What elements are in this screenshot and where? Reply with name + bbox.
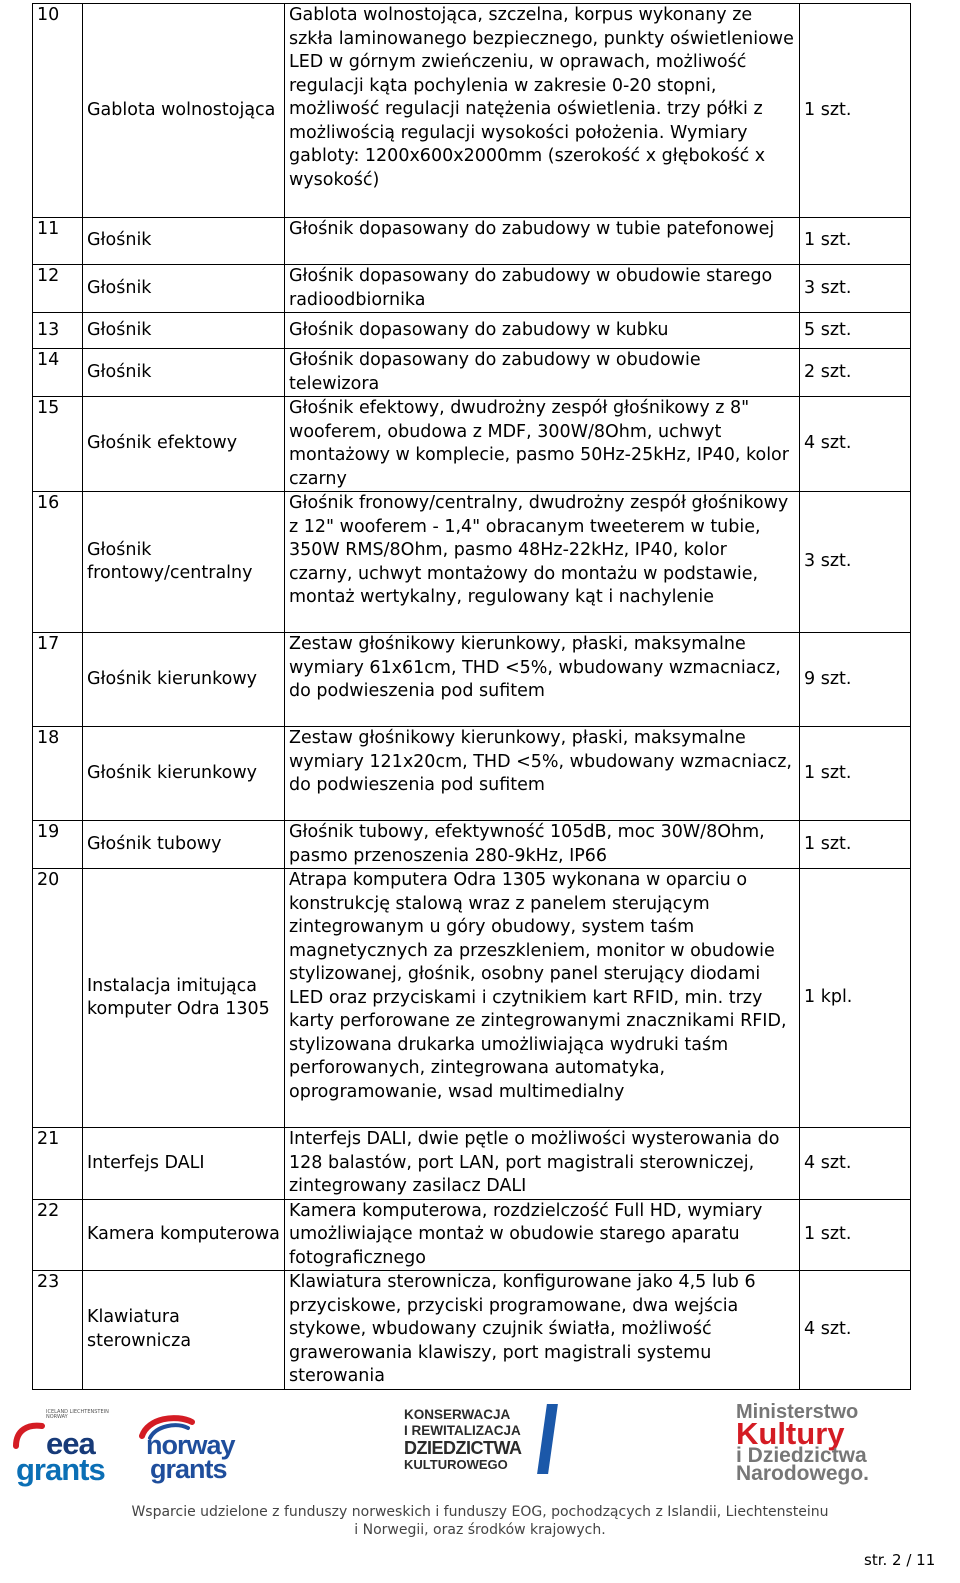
item-name: Kamera komputerowa — [83, 1199, 285, 1271]
table-row — [33, 1128, 911, 1200]
item-quantity: 1 szt. — [800, 218, 911, 265]
item-quantity: 1 szt. — [800, 4, 911, 218]
item-description: Głośnik efektowy, dwudrożny zespół głośnikowy z 8" wooferem, obudowa z MDF, 300W/8Ohm, uchwyt montażowy w komplecie, pasmo 50Hz-25kHz, IP40, kolor czarny — [285, 397, 800, 492]
item-name: Głośnik — [83, 265, 285, 313]
krdk-line: KULTUROWEGO — [404, 1457, 508, 1472]
item-quantity: 5 szt. — [800, 313, 911, 349]
item-quantity: 1 kpl. — [800, 869, 911, 1128]
item-description: Interfejs DALI, dwie pętle o możliwości wysterowania do 128 balastów, port LAN, port magistrali sterowniczej, zintegrowany zasilacz DALI — [285, 1128, 800, 1200]
item-name: Głośnik — [83, 313, 285, 349]
table-row — [33, 1271, 911, 1390]
item-quantity: 4 szt. — [800, 1128, 911, 1200]
item-description: Atrapa komputera Odra 1305 wykonana w oparciu o konstrukcję stalową wraz z panelem sterującym zintegrowanym u góry obudowy, system taśm magnetycznych za przeszkleniem, monitor w obudowie stylizowanej, głośnik, osobny panel sterujący diodami LED oraz przyciskami i czytnikiem kart RFID, min. trzy karty perforowane ze zintegrowanymi znacznikami RFID, stylizowana drukarka umożliwiająca wydruki taśm perforowanych, zintegrowana automatyka, oprogramowanie, wsad multimedialny — [285, 869, 800, 1128]
item-description: Głośnik fronowy/centralny, dwudrożny zespół głośnikowy z 12" wooferem - 1,4" obracanym tweeterem w tubie, 350W RMS/8Ohm, pasmo 48Hz-22kHz, IP40, kolor czarny, uchwyt montażowy do montażu w podstawie, montaż wertykalny, regulowany kąt i nachylenie — [285, 492, 800, 633]
item-number: 11 — [33, 218, 83, 265]
krdk-bar-icon — [537, 1404, 558, 1474]
ministry-culture-logo — [736, 1401, 902, 1485]
item-name: Głośnik tubowy — [83, 821, 285, 869]
krdk-line: DZIEDZICTWA — [404, 1438, 522, 1458]
table-row — [33, 313, 911, 349]
item-name: Instalacja imitująca komputer Odra 1305 — [83, 869, 285, 1128]
item-quantity: 1 szt. — [800, 821, 911, 869]
table-row — [33, 869, 911, 1128]
table-row — [33, 218, 911, 265]
item-description: Głośnik tubowy, efektywność 105dB, moc 30W/8Ohm, pasmo przenoszenia 280-9kHz, IP66 — [285, 821, 800, 869]
krdk-line: KONSERWACJA — [404, 1407, 511, 1422]
table-row — [33, 633, 911, 727]
item-name: Głośnik — [83, 218, 285, 265]
eea-logo-word: eea — [46, 1426, 95, 1461]
item-name: Klawiatura sterownicza — [83, 1271, 285, 1390]
table-row — [33, 265, 911, 313]
item-name: Głośnik frontowy/centralny — [83, 492, 285, 633]
ministry-line: i Dziedzictwa — [736, 1444, 867, 1467]
item-description: Głośnik dopasowany do zabudowy w obudowie telewizora — [285, 349, 800, 397]
support-note: i Norwegii, oraz środków krajowych. — [354, 1522, 606, 1538]
krdk-line: I REWITALIZACJA — [404, 1423, 521, 1438]
eea-arc-icon — [12, 1420, 48, 1450]
item-quantity: 1 szt. — [800, 727, 911, 821]
item-description: Klawiatura sterownicza, konfigurowane jako 4,5 lub 6 przyciskowe, przyciski programowane, dwa wejścia stykowe, wbudowany czujnik światła, możliwość grawerowania klawiszy, port magistrali systemu sterowania — [285, 1271, 800, 1390]
item-description: Kamera komputerowa, rozdzielczość Full HD, wymiary umożliwiające montaż w obudowie starego aparatu fotograficznego — [285, 1199, 800, 1271]
item-number: 17 — [33, 633, 83, 727]
item-number: 12 — [33, 265, 83, 313]
ministry-line: Ministerstwo — [736, 1401, 859, 1423]
item-quantity: 3 szt. — [800, 492, 911, 633]
table-row — [33, 821, 911, 869]
item-quantity: 3 szt. — [800, 265, 911, 313]
table-row — [33, 397, 911, 492]
item-number: 13 — [33, 313, 83, 349]
item-name: Gablota wolnostojąca — [83, 4, 285, 218]
item-quantity: 1 szt. — [800, 1199, 911, 1271]
item-name: Głośnik kierunkowy — [83, 727, 285, 821]
krdk-logo — [404, 1404, 556, 1476]
item-description: Zestaw głośnikowy kierunkowy, płaski, maksymalne wymiary 121x20cm, THD <5%, wbudowany wzmacniacz, do podwieszenia pod sufitem — [285, 727, 800, 821]
item-name: Głośnik efektowy — [83, 397, 285, 492]
item-name: Interfejs DALI — [83, 1128, 285, 1200]
item-number: 19 — [33, 821, 83, 869]
norway-grants-logo — [136, 1408, 246, 1482]
eea-grants-logo — [12, 1409, 130, 1487]
item-description: Gablota wolnostojąca, szczelna, korpus wykonany ze szkła laminowanego bezpiecznego, punkty oświetleniowe LED w górnym zwieńczeniu, w oprawach, możliwość regulacji kąta pochylenia w zakresie 0-20 stopni, możliwość regulacji natężenia oświetlenia. trzy półki z możliwością regulacji wysokości położenia. Wymiary gabloty: 1200x600x2000mm (szerokość x głębokość x wysokość) — [285, 4, 800, 218]
item-number: 18 — [33, 727, 83, 821]
eea-logo-word-2: grants — [16, 1452, 105, 1487]
table-row — [33, 492, 911, 633]
norway-logo-word: norway — [146, 1430, 235, 1460]
sponsor-logos — [0, 1398, 960, 1498]
table-row — [33, 349, 911, 397]
item-description: Głośnik dopasowany do zabudowy w kubku — [285, 313, 800, 349]
item-number: 21 — [33, 1128, 83, 1200]
table-row — [33, 727, 911, 821]
item-number: 23 — [33, 1271, 83, 1390]
ministry-line: Kultury — [736, 1416, 845, 1451]
item-quantity: 2 szt. — [800, 349, 911, 397]
item-quantity: 4 szt. — [800, 397, 911, 492]
norway-logo-word-2: grants — [150, 1454, 227, 1484]
item-quantity: 4 szt. — [800, 1271, 911, 1390]
ministry-line: Narodowego. — [736, 1462, 870, 1485]
item-name: Głośnik — [83, 349, 285, 397]
item-description: Głośnik dopasowany do zabudowy w obudowie starego radioodbiornika — [285, 265, 800, 313]
item-description: Zestaw głośnikowy kierunkowy, płaski, maksymalne wymiary 61x61cm, THD <5%, wbudowany wzmacniacz, do podwieszenia pod sufitem — [285, 633, 800, 727]
item-quantity: 9 szt. — [800, 633, 911, 727]
item-name: Głośnik kierunkowy — [83, 633, 285, 727]
item-number: 10 — [33, 4, 83, 218]
item-number: 14 — [33, 349, 83, 397]
item-number: 15 — [33, 397, 83, 492]
support-note: Wsparcie udzielone z funduszy norweskich i funduszy EOG, pochodzących z Islandii, Liechtensteinu — [131, 1504, 829, 1520]
item-number: 16 — [33, 492, 83, 633]
item-number: 20 — [33, 869, 83, 1128]
item-description: Głośnik dopasowany do zabudowy w tubie patefonowej — [285, 218, 800, 265]
table-row — [33, 1199, 911, 1271]
specification-table — [32, 3, 911, 1390]
eea-countries-text: ICELAND LIECHTENSTEIN NORWAY — [46, 1409, 109, 1420]
page-number: str. 2 / 11 — [864, 1551, 936, 1569]
table-row — [33, 4, 911, 218]
item-number: 22 — [33, 1199, 83, 1271]
